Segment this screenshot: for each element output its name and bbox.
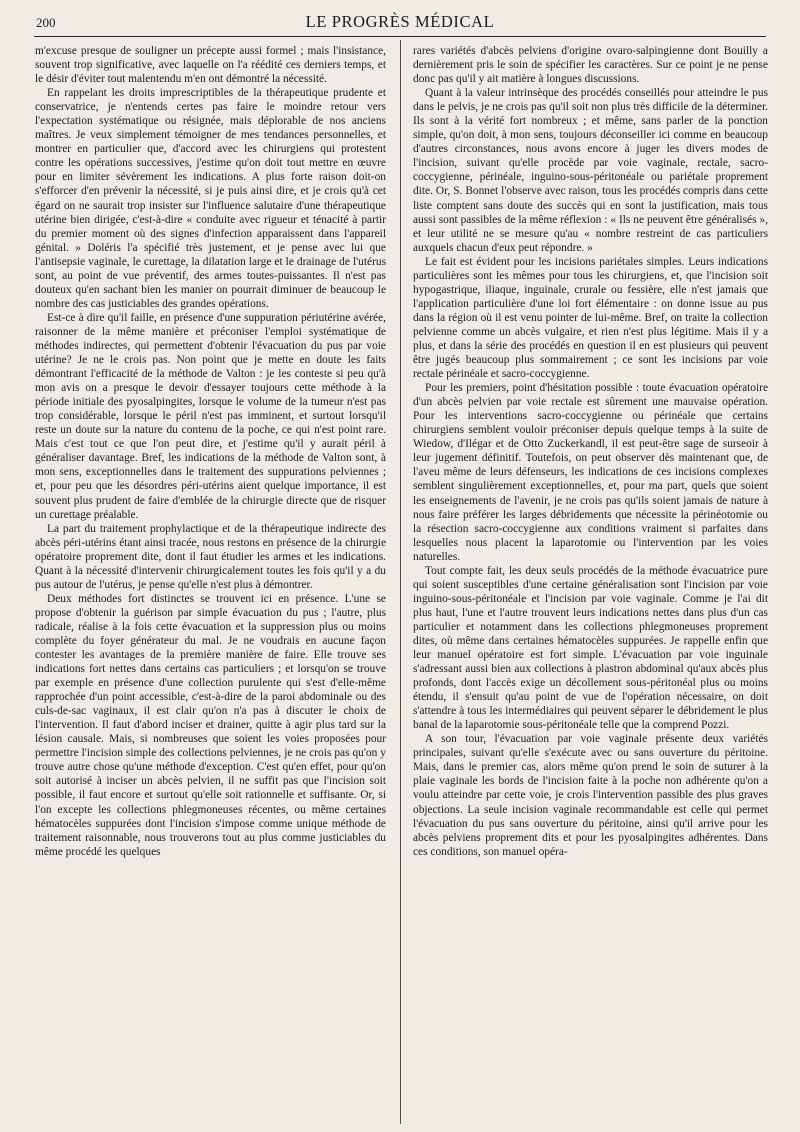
- paragraph: En rappelant les droits imprescriptibles de la thérapeutique prudente et conservatrice, je n'entends certes pas faire le moindre retour vers l'expectation systématique ou résignée, mais déplorable de nos anciens maîtres. Je veux simplement témoigner de mes tendances personnelles, et montrer en particulier que, d'accord avec les chirurgiens qui protestent contre les opérations successives, j'estime qu'on doit tout mettre en œuvre pour en limiter sévèrement les indications. A plus forte raison doit-on s'efforcer d'en prévenir la nécessité, si je puis ainsi dire, et je crois qu'à cet égard on ne saurait trop insister sur l'influence salutaire d'une thérapeutique utérine bien dirigée, c'est-à-dire « conduite avec rigueur et ténacité à partir du premier moment où des signes d'infection apparaissent dans l'appareil génital. » Doléris l'a spécifié très justement, et je pense avec lui que l'antisepsie vaginale, le curettage, la dilatation large et le drainage de l'utérus sont, au point de vue préventif, des armes toutes-puissantes. Il n'est pas douteux qu'en sachant bien les manier on pourrait diminuer de beaucoup le nombre des cas justiciables des grandes opérations.: [35, 87, 386, 310]
- right-column: [413, 44, 768, 859]
- paragraph: Pour les premiers, point d'hésitation possible : toute évacuation opératoire d'un abcès pelvien par voie rectale est sûrement une mauvaise opération. Pour les interventions sacro-coccygienne ou périnéale que certains chirurgiens semblent vouloir préconiser depuis quelque temps à la suite de Wiedow, d'Ilégar et de Otto Zuckerkandl, il est peut-être sage de surseoir à leur jugement définitif. Toutefois, on peut observer dès maintenant que, de l'aveu même de leurs défenseurs, les indications de ces incisions complexes semblent singulièrement exceptionnelles, et, pour ma part, quels que soient les enseignements de l'avenir, je ne crois pas qu'ils soient jamais de nature à nous faire préférer les larges débridements que nécessite la périnéotomie ou la résection sacro-coccygienne aux conditions vraiment si parfaites dans lesquelles nous placent la laparotomie ou l'intervention par les voies naturelles.: [413, 382, 768, 563]
- paragraph: Le fait est évident pour les incisions pariétales simples. Leurs indications particulières sont les mêmes pour tous les chirurgiens, et, que l'incision soit hypogastrique, iliaque, inguinale, crurale ou fessière, elle n'est jamais que l'application particulière d'une loi fort élémentaire : on donne issue au pus dans la région où il est venu pointer de lui-même. Bref, on traite la collection pelvienne comme un abcès vulgaire, et rien n'est plus légitime. Mais il y a plus, et dans la série des procédés en question il en est plusieurs qui peuvent être jugés beaucoup plus sommairement ; ce sont les incisions par voie rectale périnéale et sacro-coccygienne.: [413, 255, 768, 381]
- journal-title: LE PROGRÈS MÉDICAL: [305, 12, 495, 31]
- column-divider: [400, 40, 401, 1124]
- page-header: [36, 12, 764, 34]
- paragraph: Tout compte fait, les deux seuls procédés de la méthode évacuatrice pure qui soient susceptibles d'une certaine généralisation sont l'incision par voie inguino-sous-péritonéale et l'incision par voie vaginale. Comme je l'ai dit plus haut, l'une et l'autre trouvent leurs indications nettes dans plus d'un cas particulier et notamment dans les collections phlegmoneuses proprement dites, où même dans certaines hématocèles suppurées. Je rappelle enfin que leur manuel opératoire est fort simple. L'évacuation par voie inguinale s'adressant aussi bien aux collections à plastron abdominal qu'aux abcès plus profonds, dont l'accès exige un décollement sous-péritonéal plus ou moins étendu, il s'ensuit qu'au point de vue de l'opération nécessaire, on doit s'attendre à tous les intermédiaires qui peuvent séparer le débridement le plus banal de la laparotomie sous-péritonéale telle que la comprend Pozzi.: [413, 564, 768, 732]
- paragraph: m'excuse presque de souligner un précepte aussi formel ; mais l'insistance, souvent trop significative, avec laquelle on l'a réédité ces derniers temps, et le désir d'éviter tout malentendu m'en ont démontré la nécessité.: [35, 45, 386, 86]
- paragraph: Deux méthodes fort distinctes se trouvent ici en présence. L'une se propose d'obtenir la guérison par simple évacuation du pus ; l'autre, plus radicale, réalise à la fois cette évacuation et la suppression plus ou moins complète du foyer générateur du mal. Je ne voudrais en aucune façon contester les avantages de la première manière de faire. Elle trouve ses indications fort nettes dans certains cas particuliers ; et lorsqu'on se trouve par exemple en présence d'une collection purulente qui s'est d'elle-même rapprochée d'un point accessible, c'est-à-dire de la paroi abdominale ou des culs-de-sac vaginaux, il est clair qu'on n'a pas à discuter le choix de l'intervention. Il faut d'abord inciser et drainer, quitte à agir plus tard sur la lésion causale. Mais, si nombreuses que soient les voies proposées pour permettre l'incision simple des collections pelviennes, je ne crois pas qu'on y trouve autre chose qu'une méthode d'exception. C'est qu'en effet, pour qu'on soit autorisé à inciser un abcès pelvien, il ne suffit pas que l'incision soit possible, il faut encore et surtout qu'elle soit rationnelle et suffisante. Or, si l'on excepte les collections phlegmoneuses récentes, ou même certaines hématocèles suppurées dont l'incision s'impose comme unique méthode de traitement raisonnable, nous trouverons tout au plus comme justiciables du même procédé les quelques: [35, 592, 386, 858]
- paragraph: Est-ce à dire qu'il faille, en présence d'une suppuration périutérine avérée, raisonner de la même manière et préconiser l'emploi systématique de méthodes indirectes, qui permettent d'obtenir l'évacuation du pus par voie utérine? Je ne le crois pas. Non point que je mette en doute les faits démontrant l'efficacité de la méthode de Valton : je les conteste si peu qu'à mon avis on a presque le devoir d'essayer toujours cette méthode à la période initiale des pyosalpingites, lorsque le volume de la tumeur n'est pas trop considérable, lorsque le péril n'est pas imminent, et surtout lorsqu'il reste un doute sur la nature du contenu de la poche, ce qui n'est point rare. Mais c'est tout ce que l'on peut dire, et j'estime qu'il y aurait péril à généraliser davantage. Bref, les indications de la méthode de Valton sont, à mon sens, exceptionnelles dans le traitement des suppurations pelviennes ; et, pour peu que les désordres péri-utérins aient quelque importance, il est souvent plus prudent de faire d'emblée de la chirurgie directe que de risquer un curettage préalable.: [35, 311, 386, 521]
- page-number: 200: [36, 15, 56, 30]
- paragraph: A son tour, l'évacuation par voie vaginale présente deux variétés principales, suivant qu'elle s'exécute avec ou sans ouverture du péritoine. Mais, dans le premier cas, alors même qu'on prend le soin de suturer à la plaie vaginale les bords de l'incision faite à la poche non adhérente qu'on a voulu atteindre par cette voie, je crois l'intervention passible des plus graves objections. La seule incision vaginale recommandable est celle qui permet l'évacuation du pus sans ouverture du péritoine, ainsi qu'il arrive pour les abcès pelviens proprement dits et pour les pyosalpingites adhérentes. Dans ces conditions, son manuel opéra-: [413, 733, 768, 858]
- paragraph: rares variétés d'abcès pelviens d'origine ovaro-salpingienne dont Bouilly a dernièrement pris le soin de spécifier les caractères. Sur ce point je ne pense donc pas qu'il y ait matière à longues discussions.: [413, 45, 768, 86]
- paragraph: La part du traitement prophylactique et de la thérapeutique indirecte des abcès péri-utérins étant ainsi tracée, nous restons en présence de la chirurgie opératoire proprement dite, dont il faut étudier les armes et les indications. Quant à la nécessité d'intervenir chirurgicalement toutes les fois qu'il y a du pus autour de l'utérus, je pense qu'elle n'est plus à démontrer.: [35, 522, 386, 591]
- header-rule: [34, 36, 766, 37]
- paragraph: Quant à la valeur intrinsèque des procédés conseillés pour atteindre le pus dans le pelvis, je ne crois pas qu'il soit non plus très difficile de la déterminer. Ils sont à la vérité fort nombreux ; et même, sans parler de la ponction simple, qu'on doit, à mon sens, toujours déconseiller ici comme en beaucoup d'autres circonstances, nous avons encore à juger les divers modes de l'incision, suivant qu'elle procède par voie vaginale, rectale, sacro-coccygienne, périnéale, inguino-sous-péritonéale ou pariétale proprement dite. Or, S. Bonnet l'observe avec raison, tous les procédés compris dans cette liste comptent sans doute des succès qui en sont la justification, mais tous aussi sont passibles de la même réflexion : « Ils ne peuvent être généralisés », et leur utilité ne se mesure qu'au « nombre restreint de cas particuliers auxquels chacun d'eux peut répondre. »: [413, 87, 768, 254]
- left-column: [35, 44, 386, 859]
